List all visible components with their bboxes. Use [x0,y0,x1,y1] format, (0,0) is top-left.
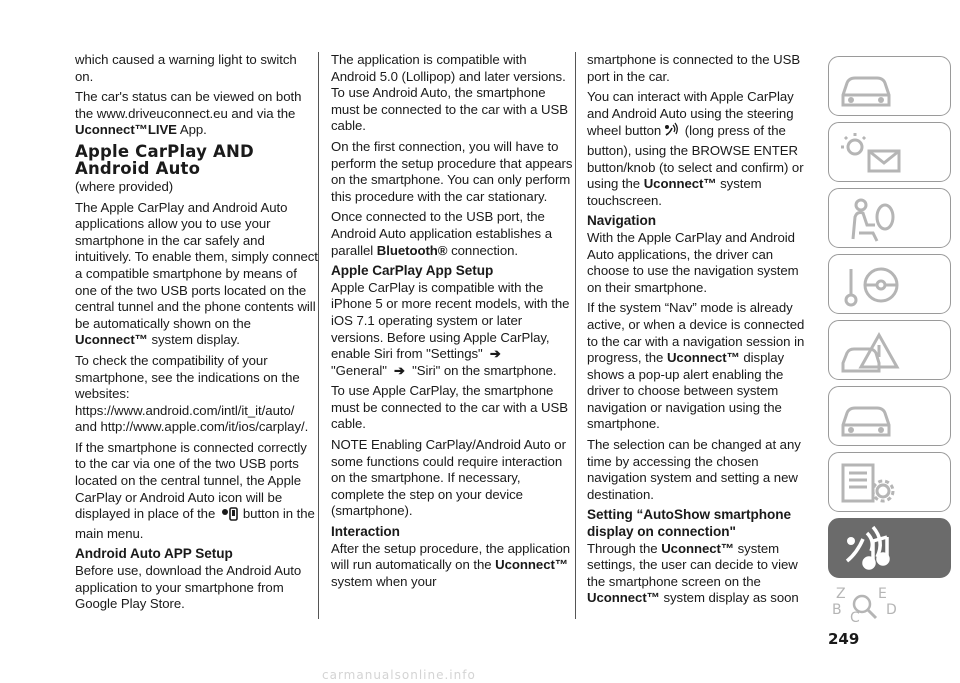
paragraph [587,300,815,433]
text: The car's status can be viewed on both the www.driveuconnect.eu and via the [75,89,302,121]
chapter-tab-maintenance[interactable] [828,386,951,446]
column-divider [318,52,319,619]
text: button in the main menu. [75,506,315,541]
paragraph [75,200,318,349]
paragraph [587,89,815,209]
svg-text:Z: Z [836,586,846,602]
car-warning-icon [829,321,952,381]
alphabet-index-icon [828,584,951,624]
brand-name: Uconnect™ [587,590,660,606]
car-service-icon [829,387,952,447]
text: Apple CarPlay is compatible with the iPhone 5 or more recent models, with the iOS 7.1 operating system or later versions. Before using Apple CarPlay, enable Siri from "Settings" [331,279,570,362]
subheading: Interaction [331,524,400,540]
column-1 [75,52,318,617]
brand-name: Uconnect™ [661,540,735,556]
text: connection. [447,242,518,258]
text: You can interact with Apple CarPlay and Android Auto using the steering wheel button [587,89,794,139]
chapter-tab-technical-data[interactable] [828,452,951,512]
paragraph: Before use, download the Android Auto application to your smartphone from Google Play Store. [75,563,302,612]
brand-name: Uconnect™ [75,332,148,348]
text: (long press of the button), using the BROWSE ENTER button/knob (to select and confirm) or using the [587,123,804,192]
svg-text:E: E [878,586,887,602]
watermark: carmanualsonline.info [322,668,476,682]
brand-name: Uconnect™ [495,557,568,573]
svg-text:D: D [886,602,897,618]
arrow-right-icon: ➔ [489,346,501,362]
paragraph [587,541,815,607]
paragraph [331,209,573,259]
chapter-tab-multimedia[interactable] [828,518,951,578]
text: If the smartphone is connected correctly to the car via one of the two USB ports located on the central tunnel, the Apple CarPlay or Android Auto icon will be displayed in place of the [75,439,307,522]
voice-command-icon [663,122,679,143]
paragraph [75,440,318,543]
paragraph: On the first connection, you will have to perform the setup procedure that appears on the smartphone. You can only perform this procedure with the car stationary. [331,138,573,204]
chapter-tab-safety[interactable] [828,122,951,182]
column-divider [575,52,576,619]
chapter-tab-index[interactable] [828,584,951,624]
seat-airbag-icon [829,189,952,249]
text: "Siri" on the smartphone. [412,362,557,378]
paragraph: To use Apple CarPlay, the smartphone must be connected to the car with a USB cable. [331,383,569,432]
svg-text:B: B [832,602,842,618]
chapter-tab-starting[interactable] [828,254,951,314]
column-2 [331,52,573,594]
brand-name: Uconnect™ [666,350,740,366]
subheading: Android Auto APP Setup [75,546,233,562]
chapter-tab-seat[interactable] [828,188,951,248]
chapter-tab-emergency[interactable] [828,320,951,380]
text: "General" [331,362,387,378]
key-steering-wheel-icon [829,255,952,315]
paragraph [331,280,573,380]
text: After the setup procedure, the application will run automatically on the [331,540,571,573]
subtitle: (where provided) [75,178,174,194]
page-number: 249 [828,630,860,648]
paragraph [75,89,318,139]
text: App. [176,122,207,138]
column-3 [587,52,815,611]
svg-text:C: C [850,610,860,624]
arrow-right-icon: ➔ [393,362,405,378]
smartphone-icon [221,507,241,526]
subheading: Navigation [587,213,656,229]
text: If the system “Nav” mode is already active, or when a device is connected to the car with a navigation session in progress, the [587,300,805,366]
paragraph: The application is compatible with Android 5.0 (Lollipop) and later versions. To use Android Auto, the smartphone must be connected to the car with a USB cable. [331,52,569,134]
paragraph: which caused a warning light to switch on. [75,52,297,84]
brand-name: Bluetooth® [376,242,448,258]
text: The Apple CarPlay and Android Auto applications allow you to use your smartphone in the car safely and intuitively. To enable them, simply connect a compatible smartphone by means of one of the two USB ports located on the central tunnel and the phone contents will be automatically shown on the [75,199,318,331]
brand-name: Uconnect™ [643,176,717,192]
multimedia-note-icon [829,519,952,579]
text: system when your [331,573,437,589]
car-icon [829,57,952,117]
text: display shows a pop-up alert enabling the driver to choose between system navigation or navigation using the smartphone. [587,350,785,432]
paragraph: NOTE Enabling CarPlay/Android Auto or some functions could require interaction on the smartphone. If necessary, complete the step on your device (smartphone). [331,437,566,519]
paragraph: smartphone is connected to the USB port in the car. [587,52,801,84]
subheading: Setting “AutoShow smartphone display on connection" [587,507,792,540]
section-heading: Apple CarPlay AND Android Auto [75,141,254,178]
text: system display. [147,332,240,348]
text: Once connected to the USB port, the Android Auto application establishes a parallel [331,209,552,258]
paragraph [331,541,573,591]
text: system display as soon [659,590,799,606]
paragraph: To check the compatibility of your smartphone, see the indications on the websites: https://www.android.com/intl/it_it/auto/ and http://www.apple.com/it/ios/carplay/. [75,352,309,435]
settings-list-icon [829,453,952,513]
paragraph: The selection can be changed at any time by accessing the chosen navigation system and setting a new destination. [587,437,801,502]
chapter-tab-dashboard[interactable] [828,56,951,116]
subheading: Apple CarPlay App Setup [331,263,494,279]
light-envelope-icon [829,123,952,183]
brand-name: Uconnect™LIVE [75,122,177,138]
text: Through the [587,540,662,556]
paragraph: With the Apple CarPlay and Android Auto applications, the driver can choose to use the navigation system on their smartphone. [587,229,799,295]
text: system settings, the user can decide to view the smartphone screen on the [587,540,798,589]
text: system touchscreen. [587,176,762,208]
